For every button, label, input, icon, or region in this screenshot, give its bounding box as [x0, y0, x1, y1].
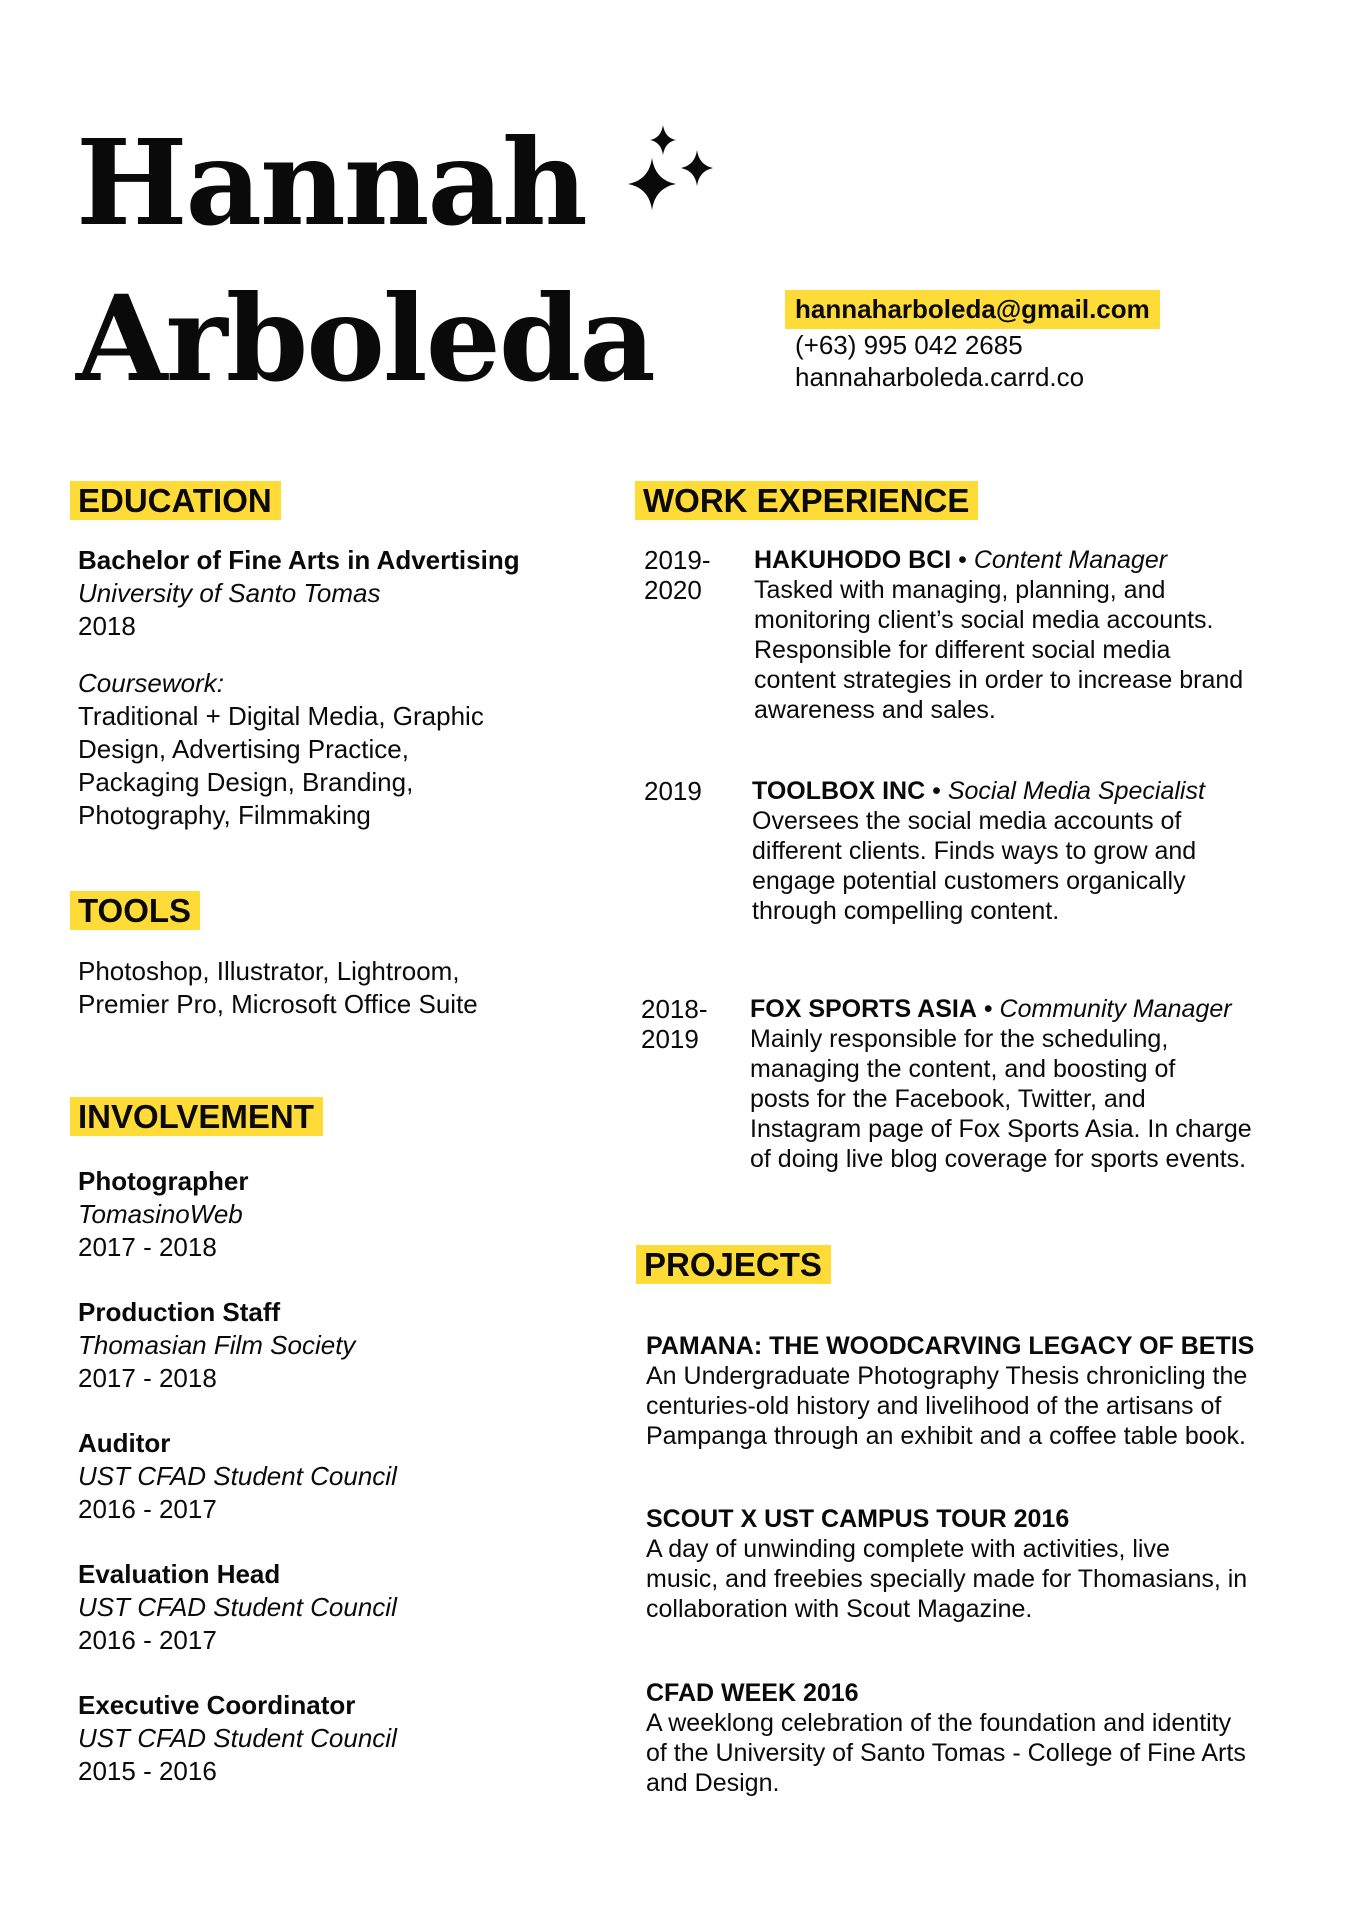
project-item [646, 1504, 1316, 1624]
involvement-org: TomasinoWeb [78, 1199, 243, 1229]
project-desc-line: A weeklong celebration of the foundation and identity [646, 1709, 1232, 1737]
graduation-year: 2018 [78, 611, 136, 641]
work-role: Content Manager [973, 546, 1168, 574]
sparkles-icon [620, 112, 720, 212]
work-desc-line: monitoring client’s social media accounts. [754, 606, 1214, 634]
work-year-start: 2019 [644, 776, 702, 806]
work-desc-line: through compelling content. [752, 897, 1060, 925]
involvement-org: Thomasian Film Society [78, 1330, 356, 1360]
coursework-line: Photography, Filmmaking [78, 800, 371, 830]
involvement-years: 2016 - 2017 [78, 1625, 217, 1655]
work-role: Social Media Specialist [947, 777, 1205, 805]
involvement-org: UST CFAD Student Council [78, 1592, 397, 1622]
involvement-role: Production Staff [78, 1297, 281, 1327]
tools-heading: TOOLS [70, 891, 200, 930]
tools-line: Photoshop, Illustrator, Lightroom, [78, 956, 460, 986]
last-name: Arboleda [76, 269, 654, 408]
tools-section [78, 955, 578, 1021]
school: University of Santo Tomas [78, 578, 381, 608]
involvement-item [78, 1689, 578, 1788]
work-company: HAKUHODO BCI [754, 546, 952, 574]
involvement-org: UST CFAD Student Council [78, 1723, 397, 1753]
project-title: SCOUT X UST CAMPUS TOUR 2016 [646, 1505, 1070, 1533]
work-desc-line: managing the content, and boosting of [750, 1055, 1176, 1083]
website-link[interactable]: hannaharboleda.carrd.co [795, 362, 1085, 392]
involvement-item [78, 1165, 578, 1264]
work-item [752, 776, 1312, 926]
project-item [646, 1678, 1316, 1798]
separator-dot: • [925, 777, 948, 805]
projects-heading: PROJECTS [636, 1245, 831, 1284]
phone-number: (+63) 995 042 2685 [795, 330, 1023, 360]
project-item [646, 1331, 1316, 1451]
coursework-label: Coursework: [78, 668, 224, 698]
work-desc-line: content strategies in order to increase brand [754, 666, 1244, 694]
involvement-item [78, 1558, 578, 1657]
coursework-line: Packaging Design, Branding, [78, 767, 414, 797]
work-desc-line: Mainly responsible for the scheduling, [750, 1025, 1169, 1053]
work-year-start: 2019- [644, 545, 711, 575]
involvement-item [78, 1427, 578, 1526]
work-desc-line: Instagram page of Fox Sports Asia. In charge [750, 1115, 1252, 1143]
sparkle-right-icon [681, 150, 713, 186]
involvement-heading: INVOLVEMENT [70, 1097, 323, 1136]
involvement-years: 2017 - 2018 [78, 1363, 217, 1393]
work-desc-line: awareness and sales. [754, 696, 996, 724]
involvement-role: Evaluation Head [78, 1559, 281, 1589]
work-desc-line: posts for the Facebook, Twitter, and [750, 1085, 1146, 1113]
coursework-line: Traditional + Digital Media, Graphic [78, 701, 484, 731]
involvement-years: 2015 - 2016 [78, 1756, 217, 1786]
project-desc-line: An Undergraduate Photography Thesis chronicling the [646, 1362, 1248, 1390]
education-section [78, 544, 578, 832]
email-link[interactable]: hannaharboleda@gmail.com [785, 290, 1160, 329]
work-desc-line: engage potential customers organically [752, 867, 1186, 895]
project-desc-line: and Design. [646, 1769, 780, 1797]
work-company: TOOLBOX INC [752, 777, 926, 805]
project-title: PAMANA: THE WOODCARVING LEGACY OF BETIS [646, 1332, 1255, 1360]
sparkle-small-icon [650, 125, 676, 155]
separator-dot: • [951, 546, 974, 574]
work-years [641, 994, 731, 1054]
first-name: Hannah [76, 113, 586, 252]
work-year-end: 2019 [641, 1024, 699, 1054]
work-desc-line: of doing live blog coverage for sports events. [750, 1145, 1247, 1173]
involvement-years: 2016 - 2017 [78, 1494, 217, 1524]
project-desc-line: music, and freebies specially made for Thomasians, in [646, 1565, 1248, 1593]
project-desc-line: of the University of Santo Tomas - College of Fine Arts [646, 1739, 1246, 1767]
involvement-years: 2017 - 2018 [78, 1232, 217, 1262]
work-year-end: 2020 [644, 575, 702, 605]
work-years [644, 545, 734, 605]
project-desc-line: collaboration with Scout Magazine. [646, 1595, 1033, 1623]
involvement-role: Executive Coordinator [78, 1690, 356, 1720]
work-desc-line: Responsible for different social media [754, 636, 1171, 664]
degree: Bachelor of Fine Arts in Advertising [78, 545, 520, 575]
contact-block [785, 290, 1160, 393]
work-years [644, 776, 734, 806]
project-desc-line: A day of unwinding complete with activities, live [646, 1535, 1170, 1563]
work-item [750, 994, 1310, 1174]
project-desc-line: Pampanga through an exhibit and a coffee table book. [646, 1422, 1246, 1450]
project-title: CFAD WEEK 2016 [646, 1679, 859, 1707]
work-year-start: 2018- [641, 994, 708, 1024]
work-desc-line: Tasked with managing, planning, and [754, 576, 1166, 604]
involvement-role: Photographer [78, 1166, 249, 1196]
tools-line: Premier Pro, Microsoft Office Suite [78, 989, 478, 1019]
work-item [754, 545, 1314, 725]
work-company: FOX SPORTS ASIA [750, 995, 977, 1023]
work-desc-line: Oversees the social media accounts of [752, 807, 1182, 835]
involvement-org: UST CFAD Student Council [78, 1461, 397, 1491]
education-heading: EDUCATION [70, 481, 281, 520]
work-role: Community Manager [999, 995, 1232, 1023]
sparkle-large-icon [628, 158, 676, 210]
involvement-role: Auditor [78, 1428, 171, 1458]
separator-dot: • [976, 995, 1000, 1023]
involvement-item [78, 1296, 578, 1395]
work-desc-line: different clients. Finds ways to grow and [752, 837, 1197, 865]
project-desc-line: centuries-old history and livelihood of the artisans of [646, 1392, 1222, 1420]
work-experience-heading: WORK EXPERIENCE [635, 481, 978, 520]
coursework-line: Design, Advertising Practice, [78, 734, 409, 764]
